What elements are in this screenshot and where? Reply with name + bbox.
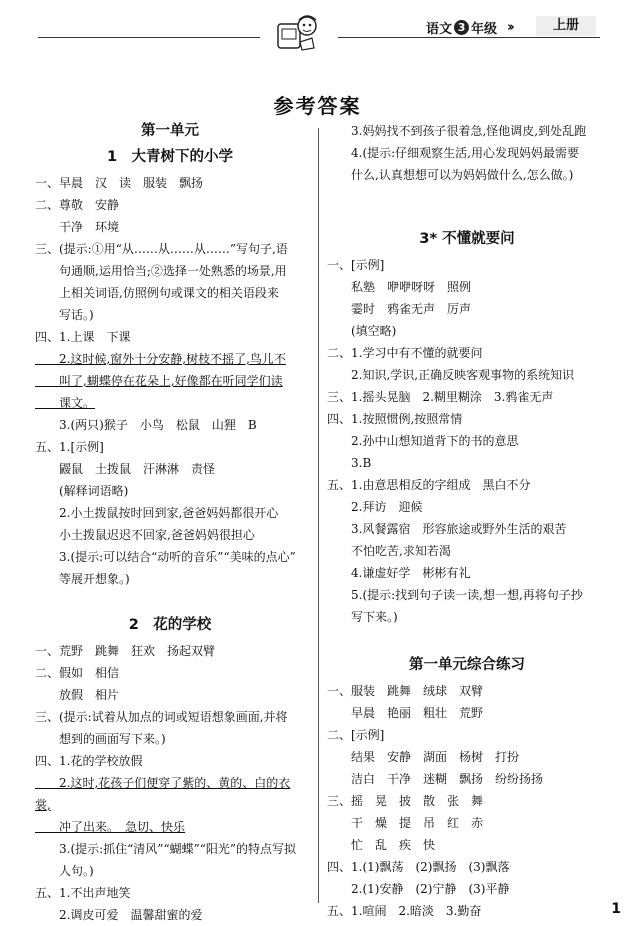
header-grade — [426, 18, 512, 37]
answer-line: 忙 乱 疾 快 — [327, 838, 436, 852]
answer-line: 一、荒野 跳舞 狂欢 扬起双臂 — [35, 644, 216, 658]
answer-line: 干 燥 提 吊 红 赤 — [327, 816, 484, 830]
grade-number-badge: 3 — [454, 20, 469, 35]
answer-line: 四、1.上课 下课 — [35, 330, 131, 344]
answer-line: 一、[示例] — [327, 258, 385, 272]
mascot-reading-icon — [272, 12, 320, 54]
header-rule-right — [338, 37, 600, 38]
answer-line: 课文。 — [35, 396, 96, 410]
answer-line: 三、1.摇头晃脑 2.糊里糊涂 3.鸦雀无声 — [327, 390, 554, 404]
answer-line: 2.知识,学识,正确反映客观事物的系统知识 — [327, 368, 575, 382]
answer-line: 3.妈妈找不到孩子很着急,怪他调皮,到处乱跑 — [327, 124, 587, 138]
grade-suffix: 年级 — [471, 22, 498, 37]
unit-title: 第一单元 — [141, 123, 199, 139]
answer-line: 2.(1)安静 (2)宁静 (3)平静 — [327, 882, 510, 896]
answer-line: 二、1.学习中有不懂的就要问 — [327, 346, 483, 360]
answer-line: 一、服装 跳舞 绒球 双臂 — [327, 684, 484, 698]
answer-line: 3.(提示:可以结合“动听的音乐”“美味的点心” — [35, 550, 296, 564]
unit-review-answers — [327, 680, 607, 922]
answer-line: 结果 安静 湖面 杨树 打扮 — [327, 750, 520, 764]
lesson-2-answers — [35, 640, 305, 926]
lesson-3-answers — [327, 254, 607, 628]
answer-line: 2.这时,花孩子们便穿了紫的、黄的、白的衣裳, — [35, 776, 291, 812]
answer-line: 洁白 干净 迷糊 飘扬 纷纷扬扬 — [327, 772, 544, 786]
answer-line: 四、1.花的学校放假 — [35, 754, 143, 768]
answer-line: 私塾 咿咿呀呀 照例 — [327, 280, 472, 294]
answer-line: 4.(提示:仔细观察生活,用心发现妈妈最需要 — [327, 146, 579, 160]
lesson-3-title: 3* 不懂就要问 — [419, 231, 515, 247]
answer-line: 3.(两只)猴子 小鸟 松鼠 山狸 B — [35, 418, 257, 432]
column-divider — [318, 128, 319, 903]
answer-line: 2.小土拨鼠按时回到家,爸爸妈妈都很开心 — [35, 506, 279, 520]
answer-line: 人句。) — [35, 864, 94, 878]
unit-review-title: 第一单元综合练习 — [409, 657, 525, 673]
answer-line: 鼹鼠 土拨鼠 汗淋淋 责怪 — [35, 462, 216, 476]
answer-line: 2.孙中山想知道背下的书的意思 — [327, 434, 519, 448]
answer-line: 3.B — [327, 456, 372, 470]
answer-line: 四、1.(1)飘荡 (2)飘扬 (3)飘落 — [327, 860, 510, 874]
answer-line: 2.调皮可爱 温馨甜蜜的爱 — [35, 908, 203, 922]
lesson-2-continued — [327, 120, 607, 186]
answer-line: 五、1.由意思相反的字组成 黑白不分 — [327, 478, 531, 492]
answer-line: 霎时 鸦雀无声 厉声 — [327, 302, 472, 316]
answer-line: 句通顺,运用恰当;②选择一处熟悉的场景,用 — [35, 264, 287, 278]
lesson-1-title: 1 大青树下的小学 — [106, 149, 234, 165]
answer-line: 早晨 艳丽 粗壮 荒野 — [327, 706, 484, 720]
double-chevron-icon: ›› — [507, 20, 512, 35]
answer-line: 写下来。) — [327, 610, 398, 624]
answer-line: 三、摇 晃 披 散 张 舞 — [327, 794, 484, 808]
answer-line: 冲了出来。 急切、快乐 — [35, 820, 186, 834]
answer-line: 二、[示例] — [327, 728, 385, 742]
answer-line: 写话。) — [35, 308, 94, 322]
answer-line: 2.拜访 迎候 — [327, 500, 423, 514]
answer-line: 上相关词语,仿照例句或课文的相关语段来 — [35, 286, 279, 300]
page-number: 1 — [611, 901, 621, 917]
answer-line: 三、(提示:试着从加点的词或短语想象画面,并将 — [35, 710, 288, 724]
answer-line: 五、1.不出声地笑 — [35, 886, 131, 900]
answer-line: 想到的画面写下来。) — [35, 732, 166, 746]
answer-line: 一、早晨 汉 读 服装 飘扬 — [35, 176, 204, 190]
answer-line: 五、1.喧闹 2.暗淡 3.勤奋 — [327, 904, 482, 918]
answer-line: 4.谦虚好学 彬彬有礼 — [327, 566, 471, 580]
answer-line: 二、尊敬 安静 — [35, 198, 120, 212]
right-column — [327, 120, 607, 922]
answer-line: 放假 相片 — [35, 688, 120, 702]
answer-line: 四、1.按照惯例,按照常情 — [327, 412, 463, 426]
answer-line: 3.(提示:抓住“清风”“蝴蝶”“阳光”的特点写拟 — [35, 842, 296, 856]
answer-line: 五、1.[示例] — [35, 440, 104, 454]
answer-line: (解释词语略) — [35, 484, 129, 498]
answer-line: (填空略) — [327, 324, 397, 338]
answer-line: 叫了,蝴蝶停在花朵上,好像都在听同学们读 — [35, 374, 283, 388]
answer-line: 2.这时候,窗外十分安静,树枝不摇了,鸟儿不 — [35, 352, 286, 366]
volume-label: 上册 — [536, 16, 596, 36]
answer-line: 5.(提示:找到句子读一读,想一想,再将句子抄 — [327, 588, 583, 602]
answer-line: 二、假如 相信 — [35, 666, 120, 680]
page-title: 参考答案 — [273, 94, 362, 118]
answer-line: 不怕吃苦,求知若渴 — [327, 544, 451, 558]
header-rule-left — [38, 37, 260, 38]
answer-line: 三、(提示:①用“从……从……从……”写句子,语 — [35, 242, 288, 256]
answer-line: 小土拨鼠迟迟不回家,爸爸妈妈很担心 — [35, 528, 255, 542]
subject-label: 语文 — [426, 22, 453, 37]
answer-line: 干净 环境 — [35, 220, 120, 234]
lesson-1-answers — [35, 172, 305, 590]
left-column — [35, 120, 305, 926]
answer-line: 等展开想象。) — [35, 572, 130, 586]
answer-line: 什么,认真想想可以为妈妈做什么,怎么做。) — [327, 168, 574, 182]
answer-line: 3.风餐露宿 形容旅途或野外生活的艰苦 — [327, 522, 567, 536]
lesson-2-title: 2 花的学校 — [128, 617, 212, 633]
